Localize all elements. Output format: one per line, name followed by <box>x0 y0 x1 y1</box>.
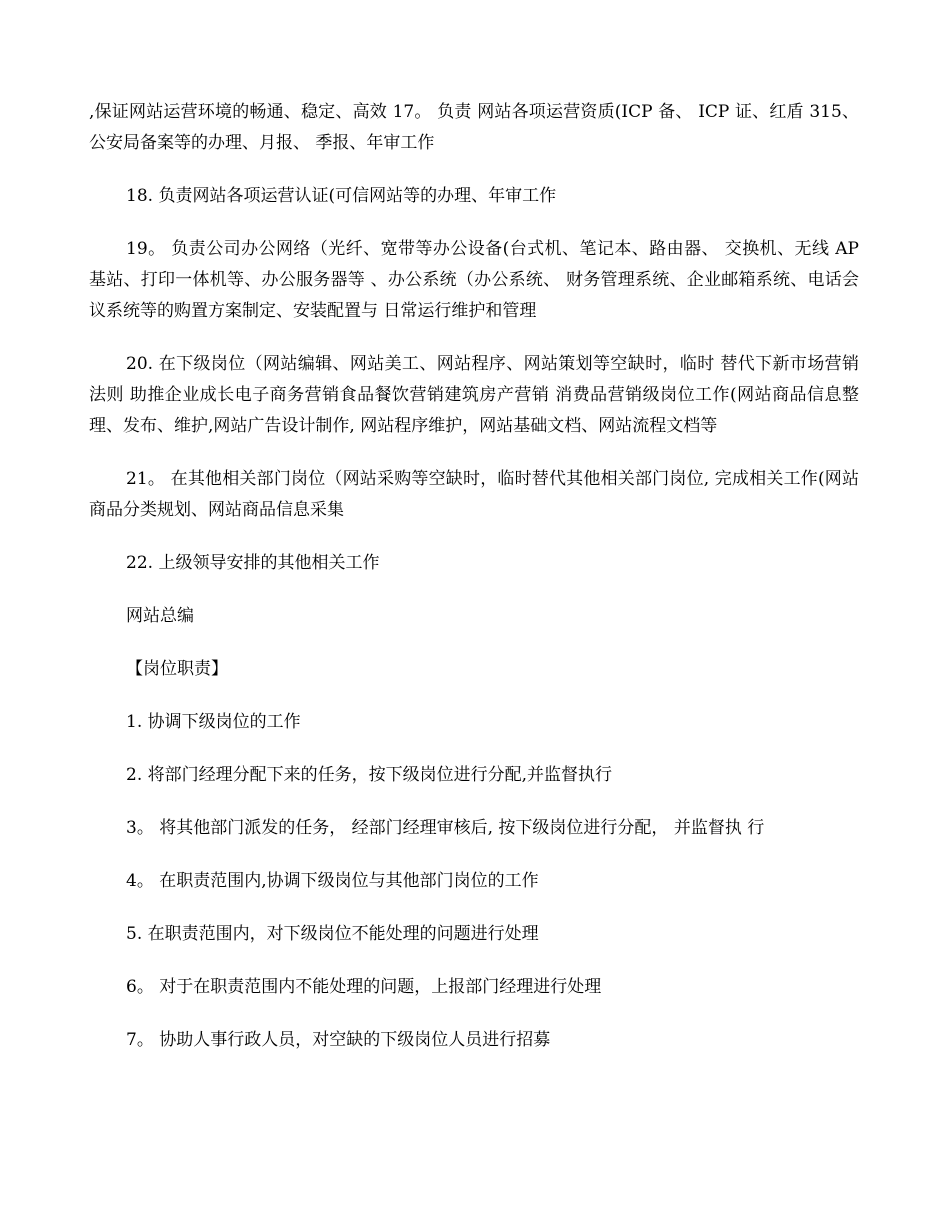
paragraph-0: ,保证网站运营环境的畅通、稳定、高效 17。 负责 网站各项运营资质(ICP 备、 ICP 证、红盾 315、公安局备案等的办理、月报、 季报、年审工作 <box>89 102 859 153</box>
duty-item-6: 6。 对于在职责范围内不能处理的问题，上报部门经理进行处理 <box>126 977 602 997</box>
duty-item-3: 3。 将其他部门派发的任务， 经部门经理审核后, 按下级岗位进行分配， 并监督执 行 <box>126 818 765 838</box>
paragraph-1: 18. 负责网站各项运营认证(可信网站等的办理、年审工作 <box>126 186 557 206</box>
paragraph-3: 20. 在下级岗位（网站编辑、网站美工、网站程序、网站策划等空缺时，临时 替代下新市场营销法则 助推企业成长电子商务营销食品餐饮营销建筑房产营销 消费品营销级岗位工作(网站商品信息整理、发布、维护,网站广告设计制作, 网站程序维护，网站基础文档、网站流程文档等 <box>89 354 859 436</box>
paragraph-2: 19。 负责公司办公网络（光纤、宽带等办公设备(台式机、笔记本、路由器、 交换机、无线 AP 基站、打印一体机等、办公服务器等 、办公系统（办公系统、 财务管理系统、企业邮箱系统、电话会议系统等的购置方案制定、安装配置与 日常运行维护和管理 <box>89 239 859 321</box>
section-title: 网站总编 <box>126 606 194 626</box>
section-subtitle: 【岗位职责】 <box>126 659 228 679</box>
document-body <box>89 97 859 1078</box>
duty-item-1: 1. 协调下级岗位的工作 <box>126 712 301 732</box>
paragraph-4: 21。 在其他相关部门岗位（网站采购等空缺时，临时替代其他相关部门岗位, 完成相关工作(网站商品分类规划、网站商品信息采集 <box>89 469 859 520</box>
duty-item-5: 5. 在职责范围内，对下级岗位不能处理的问题进行处理 <box>126 924 539 944</box>
duty-item-4: 4。 在职责范围内,协调下级岗位与其他部门岗位的工作 <box>126 871 539 891</box>
duty-item-7: 7。 协助人事行政人员，对空缺的下级岗位人员进行招募 <box>126 1030 551 1050</box>
paragraph-5: 22. 上级领导安排的其他相关工作 <box>126 553 380 573</box>
duty-item-2: 2. 将部门经理分配下来的任务，按下级岗位进行分配,并监督执行 <box>126 765 613 785</box>
